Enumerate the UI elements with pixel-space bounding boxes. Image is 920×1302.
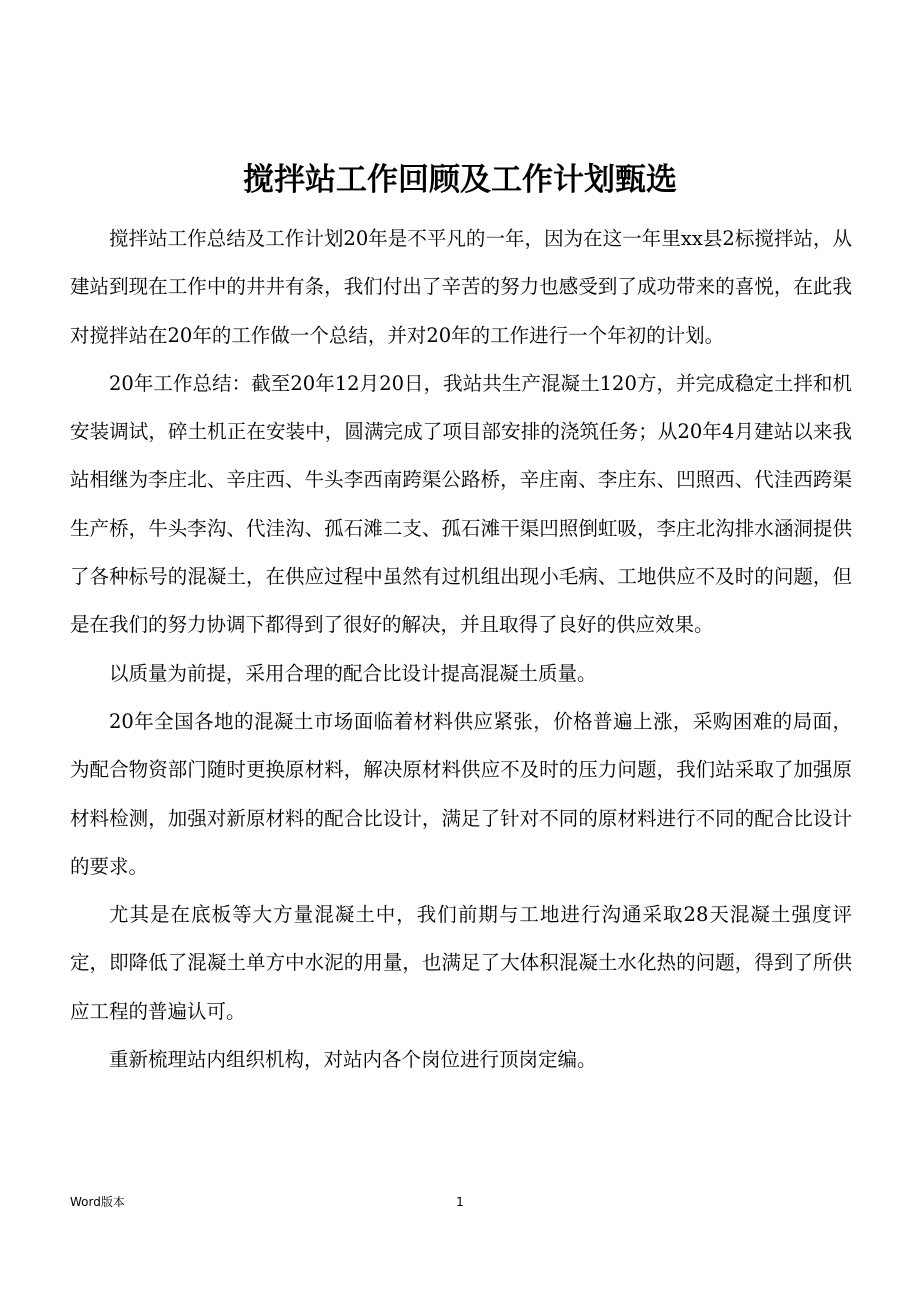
- paragraph-concrete-strength: 尤其是在底板等大方量混凝土中，我们前期与工地进行沟通采取28天混凝土强度评定，即降低了混凝土单方中水泥的用量，也满足了大体积混凝土水化热的问题，得到了所供应工程的普遍认可。: [70, 903, 852, 1023]
- footer-label: Word版本: [70, 1195, 125, 1209]
- paragraph-work-summary: 20年工作总结：截至20年12月20日，我站共生产混凝土120方，并完成稳定土拌和机安装调试，碎土机正在安装中，圆满完成了项目部安排的浇筑任务；从20年4月建站以来我站相继为李庄北、辛庄西、牛头李西南跨渠公路桥，辛庄南、李庄东、凹照西、代洼西跨渠生产桥，牛头李沟、代洼沟、孤石滩二支、孤石滩干渠凹照倒虹吸，李庄北沟排水涵洞提供了各种标号的混凝土，在供应过程中虽然有过机组出现小毛病、工地供应不及时的问题，但是在我们的努力协调下都得到了很好的解决，并且取得了良好的供应效果。: [70, 371, 852, 637]
- document-title: 搅拌站工作回顾及工作计划甄选: [243, 161, 677, 198]
- paragraph-quality: 以质量为前提，采用合理的配合比设计提高混凝土质量。: [109, 661, 597, 685]
- paragraph-materials: 20年全国各地的混凝土市场面临着材料供应紧张，价格普遍上涨，采购困难的局面，为配合物资部门随时更换原材料，解决原材料供应不及时的压力问题，我们站采取了加强原材料检测，加强对新原材料的配合比设计，满足了针对不同的原材料进行不同的配合比设计的要求。: [70, 709, 852, 878]
- page-number: 1: [456, 1195, 464, 1209]
- paragraph-organization: 重新梳理站内组织机构，对站内各个岗位进行顶岗定编。: [109, 1048, 597, 1072]
- paragraph-intro: 搅拌站工作总结及工作计划20年是不平凡的一年，因为在这一年里xx县2标搅拌站，从建站到现在工作中的井井有条，我们付出了辛苦的努力也感受到了成功带来的喜悦，在此我对搅拌站在20年的工作做一个总结，并对20年的工作进行一个年初的计划。: [70, 227, 852, 347]
- document-body: [70, 215, 852, 1084]
